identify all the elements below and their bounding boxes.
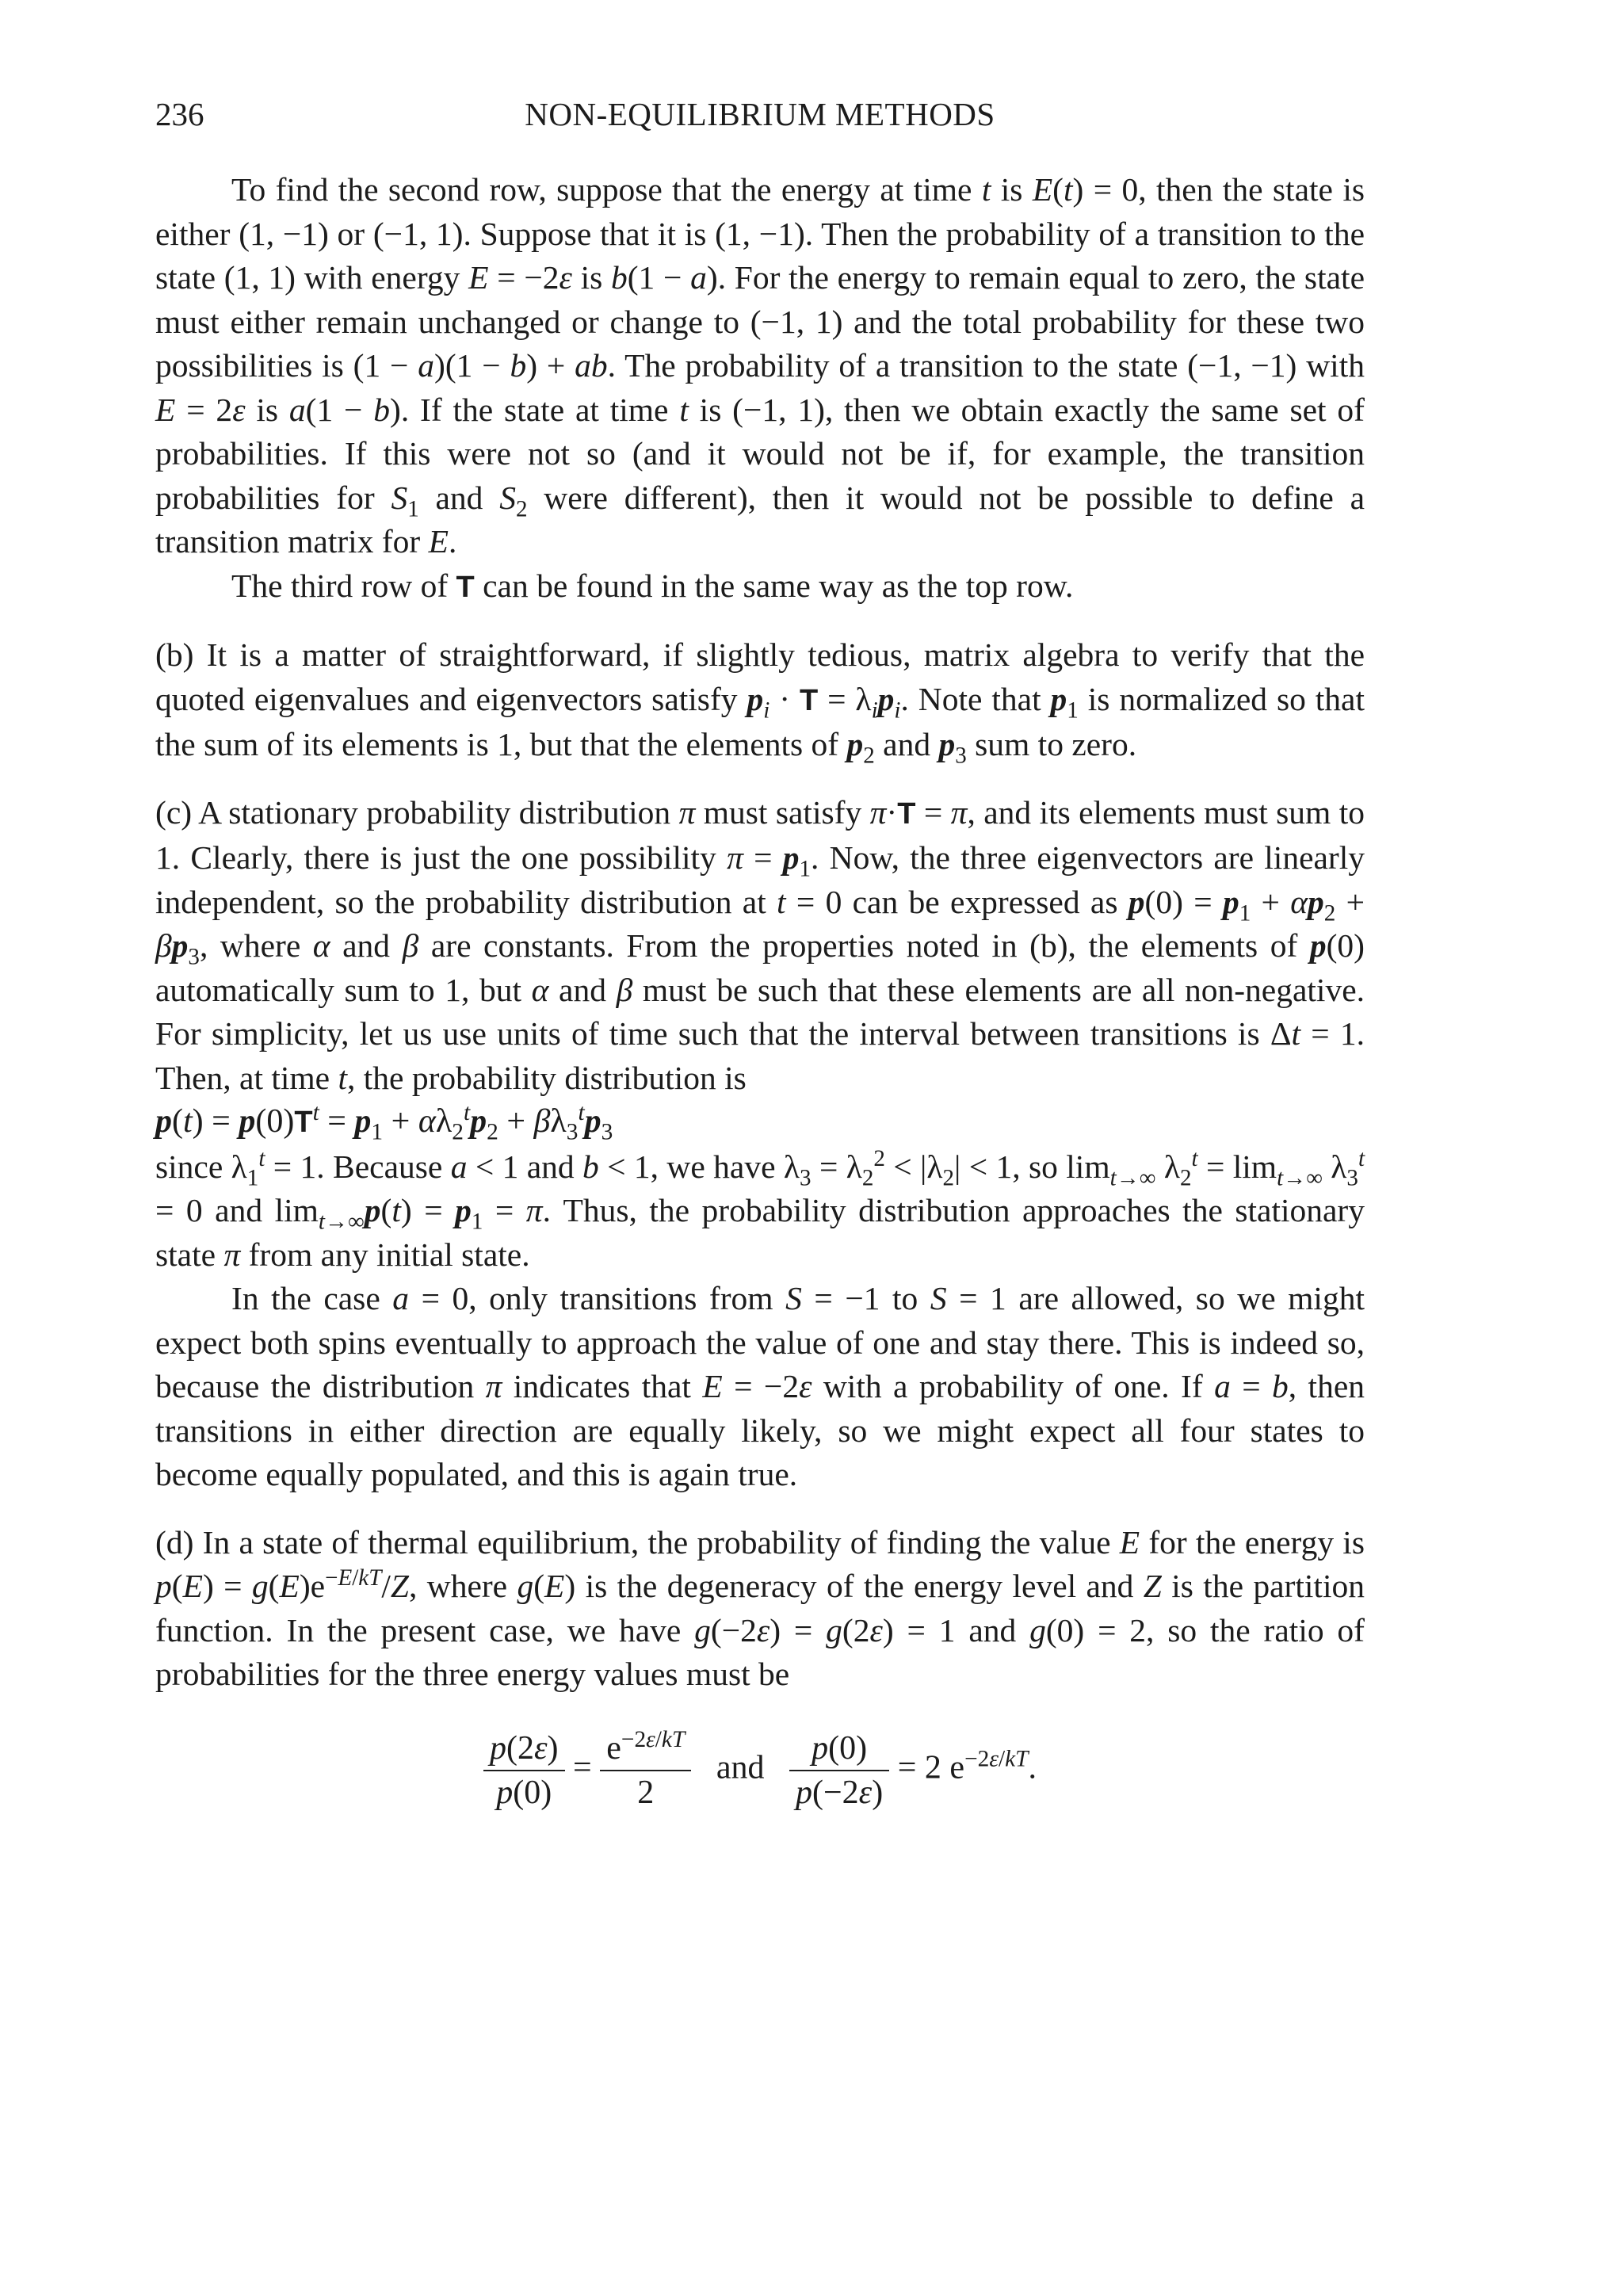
equation-ratios: $\frac{p(2\varepsilon)}{p(0)}$ = $\frac{e^{-2\varepsilon/kT}}{2}$ and $\frac{p(0)}{p(-2\varepsilon)}$ = 2 $e^{-2\varepsilon/kT}$. <box>155 1727 1365 1814</box>
fraction: $\frac{e^{-2\varepsilon/kT}}{2}$ <box>600 1727 691 1814</box>
paragraph: To find the second row, suppose that the energy at time t is E(t) = 0, then the state is either (1, −1) or (−1, 1). Suppose that it is (1, −1). Then the probability of a transition to the state (1, 1) with energy E = −2ε is b(1 − a). For the energy to remain equal to zero, the state must either remain unchanged or change to (−1, 1) and the total probability for these two possibilities is (1 − a)(1 − b) + ab. The probability of a transition to the state (−1, −1) with E = 2ε is a(1 − b). If the state at time t is (−1, 1), then we obtain exactly the same set of probabilities. If this were not so (and it would not be if, for example, the transition probabilities for $S_1$ and $S_2$ were different), then it would not be possible to define a transition matrix for E. <box>155 171 1365 560</box>
paragraph-c: (c) A stationary probability distribution π must satisfy π·T = π, and its elements must sum to 1. Clearly, there is just the one possibility $\pi = p_1$. Now, the three eigenvectors are linearly independent, so the probability distribution at t = 0 can be expressed as $p(0) = p_1 + \alpha p_2 + \beta p_3$, where α and β are constants. From the properties noted in (b), the elements of p(0) automatically sum to 1, but α and β must be such that these elements are all non-negative. For simplicity, let us use units of time such that the interval between transitions is Δt = 1. Then, at time t, the probability distribution is <box>155 793 1365 1096</box>
paragraph: In the case a = 0, only transitions from S = −1 to S = 1 are allowed, so we might expect both spins eventually to approach the value of one and stay there. This is indeed so, because the distribution π indicates that E = −2ε with a probability of one. If a = b, then transitions in either direction are equally likely, so we might expect all four states to become equally populated, and this is again true. <box>155 1280 1365 1492</box>
equation: $p(t) = p(0)T^t = p_1 + \alpha\lambda_2^tp_2 + \beta\lambda_3^tp_3$ <box>155 1100 613 1145</box>
fraction: $\frac{p(2\varepsilon)}{p(0)}$ <box>483 1727 565 1814</box>
paragraph-d: (d) In a state of thermal equilibrium, the probability of finding the value E for the energy is $p(E) = g(E)e^{-E/kT}/Z$, where g(E) is the degeneracy of the energy level and Z is the partition function. In the present case, we have g(−2ε) = g(2ε) = 1 and g(0) = 2, so the ratio of probabilities for the three energy values must be <box>155 1523 1365 1692</box>
page-header <box>155 90 1365 138</box>
paragraph: since $\lambda_1^t = 1$. Because a < 1 and b < 1, we have $\lambda_3 = \lambda_2^2 < |\lambda_2| < 1$, so $\lim_{t\to\infty} \lambda_2^t = \lim_{t\to\infty} \lambda_3^t = 0$ and $\lim_{t\to\infty}p(t) = p_1 = \pi$. Thus, the probability distribution approaches the stationary state π from any initial state. <box>155 1145 1365 1273</box>
fraction: $\frac{p(0)}{p(-2\varepsilon)}$ <box>789 1727 889 1814</box>
paragraph: The third row of T can be found in the same way as the top row. <box>231 567 1074 604</box>
page-number: 236 <box>155 96 204 132</box>
running-head: NON-EQUILIBRIUM METHODS <box>525 96 995 132</box>
paragraph-b: (b) It is a matter of straightforward, if slightly tedious, matrix algebra to verify that the quoted eigenvalues and eigenvectors satisfy $p_i \cdot T = \lambda_ip_i$. Note that $p_1$ is normalized so that the sum of its elements is 1, but that the elements of $p_2$ and $p_3$ sum to zero. <box>155 636 1365 769</box>
body-text <box>155 168 1365 1814</box>
